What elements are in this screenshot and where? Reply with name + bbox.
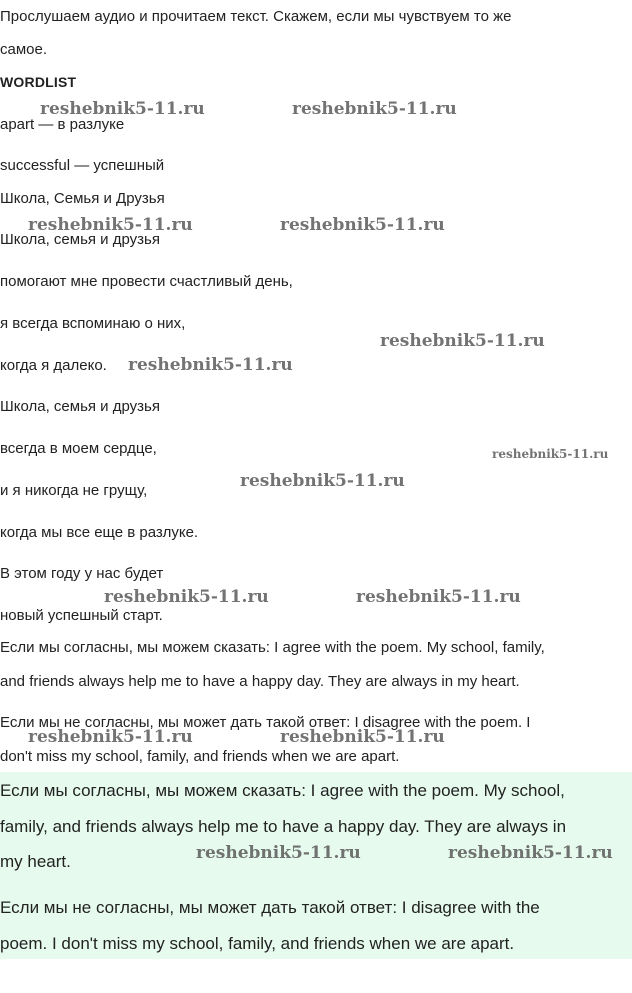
watermark-text: reshebnik5-11.ru <box>104 587 269 607</box>
poem-line: новый успешный старт. <box>0 607 163 624</box>
watermark-text: reshebnik5-11.ru <box>128 355 293 375</box>
poem-line: всегда в моем сердце, <box>0 440 157 457</box>
answer-disagree-line-2: poem. I don't miss my school, family, and friends when we are apart. <box>0 934 515 953</box>
poem-line: Школа, семья и друзья <box>0 398 160 415</box>
poem-title: Школа, Семья и Друзья <box>0 190 165 207</box>
poem-line: Школа, семья и друзья <box>0 231 160 248</box>
watermark-text: reshebnik5-11.ru <box>28 727 193 747</box>
poem-line: помогают мне провести счастливый день, <box>0 273 293 290</box>
poem-line: В этом году у нас будет <box>0 565 164 582</box>
watermark-text: reshebnik5-11.ru <box>380 331 545 351</box>
wordlist-heading: WORDLIST <box>0 74 77 90</box>
watermark-text: reshebnik5-11.ru <box>448 843 613 863</box>
explanation-agree-line-2: and friends always help me to have a happy day. They are always in my heart. <box>0 673 520 690</box>
watermark-text: reshebnik5-11.ru <box>40 99 205 119</box>
explanation-agree-line-1: Если мы согласны, мы можем сказать: I agree with the poem. My school, family, <box>0 639 545 656</box>
watermark-text: reshebnik5-11.ru <box>240 471 405 491</box>
poem-line: и я никогда не грущу, <box>0 482 148 499</box>
watermark-text: reshebnik5-11.ru <box>356 587 521 607</box>
answer-agree-line-1: Если мы согласны, мы можем сказать: I agree with the poem. My school, <box>0 781 565 800</box>
wordlist-item-apart: apart — в разлуке <box>0 116 125 133</box>
intro-line-2: самое. <box>0 41 48 58</box>
poem-line: когда мы все еще в разлуке. <box>0 524 199 541</box>
watermark-text: reshebnik5-11.ru <box>280 727 445 747</box>
watermark-text: reshebnik5-11.ru <box>492 447 609 461</box>
watermark-text: reshebnik5-11.ru <box>280 215 445 235</box>
answer-disagree-line-1: Если мы не согласны, мы может дать такой ответ: I disagree with the <box>0 898 540 917</box>
poem-line: я всегда вспоминаю о них, <box>0 315 186 332</box>
intro-line-1: Прослушаем аудио и прочитаем текст. Скажем, если мы чувствуем то же <box>0 8 512 25</box>
watermark-text: reshebnik5-11.ru <box>28 215 193 235</box>
explanation-disagree-line-2: don't miss my school, family, and friends when we are apart. <box>0 748 400 765</box>
answer-agree-line-3: my heart. <box>0 852 71 871</box>
watermark-text: reshebnik5-11.ru <box>292 99 457 119</box>
watermark-text: reshebnik5-11.ru <box>196 843 361 863</box>
wordlist-item-successful: successful — успешный <box>0 157 165 174</box>
explanation-disagree-line-1: Если мы не согласны, мы может дать такой ответ: I disagree with the poem. I <box>0 714 531 731</box>
poem-line: когда я далеко. <box>0 357 107 374</box>
answer-agree-line-2: family, and friends always help me to have a happy day. They are always in <box>0 817 567 836</box>
